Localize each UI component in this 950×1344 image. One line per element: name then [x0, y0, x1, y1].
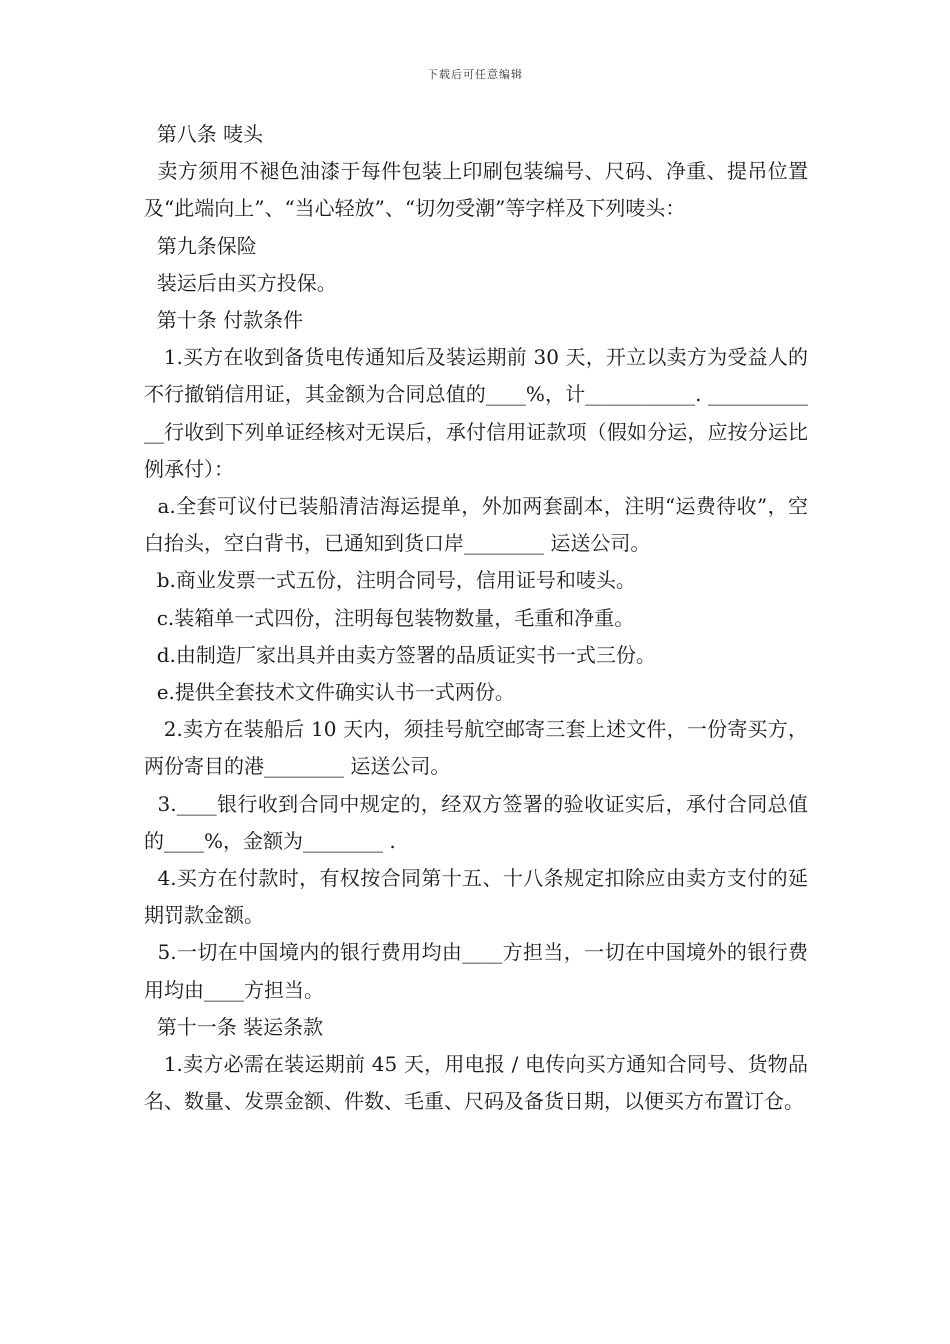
article-10-clause-2: 2.卖方在装船后 10 天内，须挂号航空邮寄三套上述文件，一份寄买方，两份寄目的港________ 运送公司。 [144, 717, 808, 779]
page-header: 下载后可任意编辑 [427, 68, 523, 81]
article-10-item-a: a.全套可议付已装船清洁海运提单，外加两套副本，注明“运费待收”，空白抬头，空白背书，已通知到货口岸________ 运送公司。 [144, 494, 808, 556]
article-10-item-d: d.由制造厂家出具并由卖方签署的品质证实书一式三份。 [144, 642, 656, 667]
article-11-clause-1: 1.卖方必需在装运期前 45 天，用电报 / 电传向买方通知合同号、货物品名、数量、发票金额、件数、毛重、尺码及备货日期，以便买方布置订仓。 [144, 1052, 808, 1114]
article-10-clause-5: 5.一切在中国境内的银行费用均由____方担当，一切在中国境外的银行费用均由____方担当。 [144, 940, 808, 1002]
article-10-clause-4: 4.买方在付款时，有权按合同第十五、十八条规定扣除应由卖方支付的延期罚款金额。 [144, 866, 808, 928]
article-10-clause-3: 3.____银行收到合同中规定的，经双方签署的验收证实后，承付合同总值的____%，金额为________ . [144, 791, 808, 853]
document-body [144, 116, 808, 1120]
article-10-item-e: e.提供全套技术文件确实认书一式两份。 [144, 680, 515, 705]
article-9-text: 装运后由买方投保。 [144, 270, 337, 295]
article-8-heading: 第八条 唛头 [144, 122, 264, 146]
article-11-heading: 第十一条 装运条款 [144, 1014, 324, 1039]
article-10-item-b: b.商业发票一式五份，注明合同号，信用证号和唛头。 [144, 568, 636, 593]
article-10-heading: 第十条 付款条件 [144, 308, 304, 333]
article-10-clause-1: 1.买方在收到备货电传通知后及装运期前 30 天，开立以卖方为受益人的不行撤销信用证，其金额为合同总值的____%，计___________. ____________行收到下列单证经核对无误后，承付信用证款项（假如分运，应按分运比例承付）： [144, 345, 808, 481]
article-10-item-c: c.装箱单一式四份，注明每包装物数量，毛重和净重。 [144, 605, 635, 630]
article-9-heading: 第九条保险 [144, 233, 257, 258]
article-8-text: 卖方须用不褪色油漆于每件包装上印刷包装编号、尺码、净重、提吊位置及“此端向上”、“当心轻放”、“切勿受潮”等字样及下列唛头： [144, 159, 809, 221]
